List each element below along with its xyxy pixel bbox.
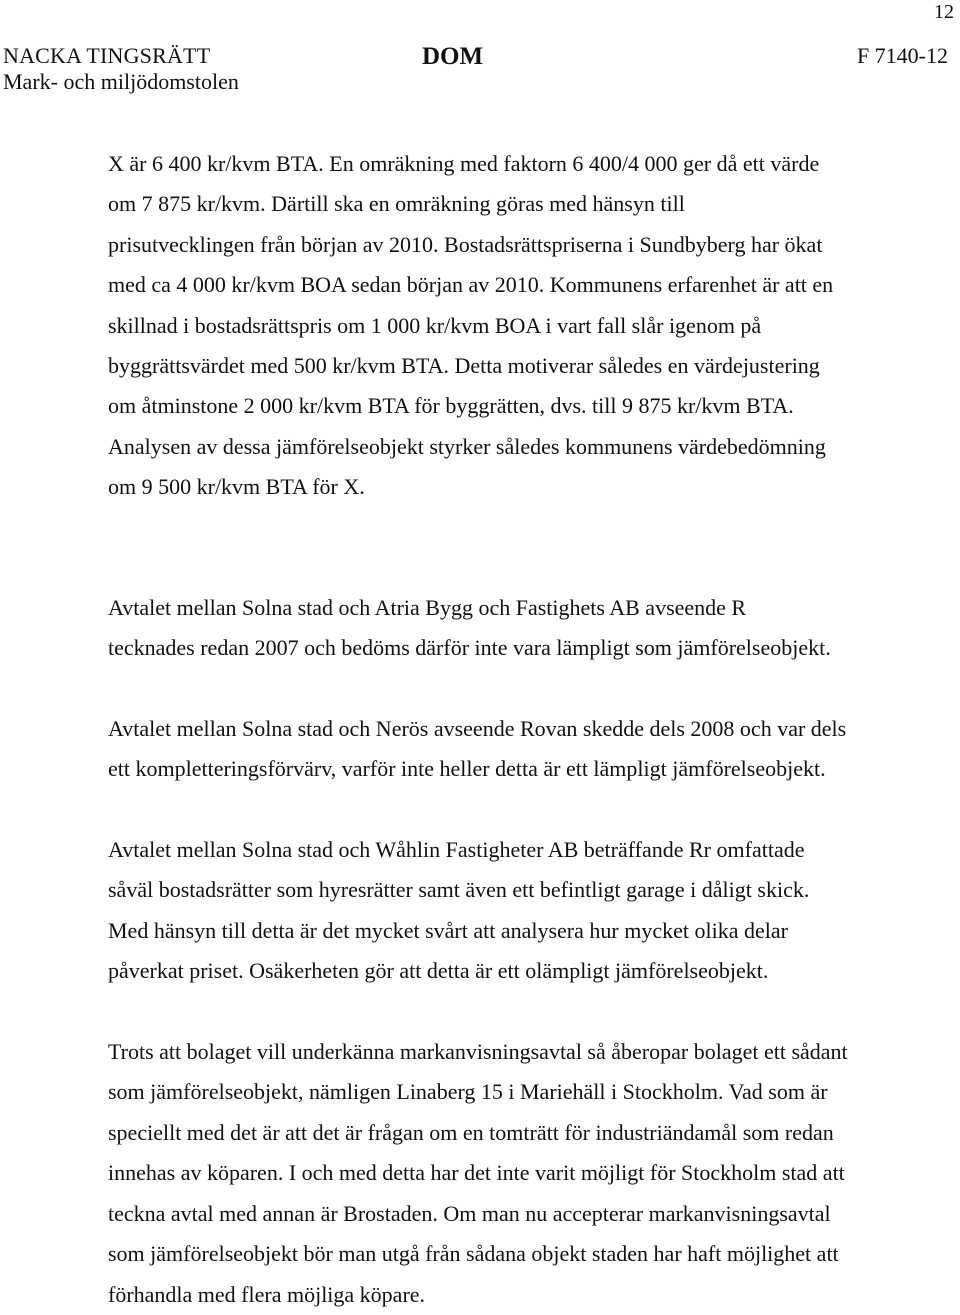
text-line: som jämförelseobjekt bör man utgå från sådana objekt staden har haft möjlighet att bbox=[108, 1241, 839, 1267]
text-line: ett kompletteringsförvärv, varför inte heller detta är ett lämpligt jämförelseobjekt. bbox=[108, 756, 826, 782]
text-line: förhandla med flera möjliga köpare. bbox=[108, 1281, 426, 1307]
text-line: påverkat priset. Osäkerheten gör att detta är ett olämpligt jämförelseobjekt. bbox=[108, 958, 769, 984]
text-line: skillnad i bostadsrättspris om 1 000 kr/kvm BOA i vart fall slår igenom på bbox=[108, 312, 762, 338]
text-line: om åtminstone 2 000 kr/kvm BTA för byggrätten, dvs. till 9 875 kr/kvm BTA. bbox=[108, 393, 794, 419]
text-line: byggrättsvärdet med 500 kr/kvm BTA. Detta motiverar således en värdejustering bbox=[108, 353, 820, 379]
text-line: Avtalet mellan Solna stad och Wåhlin Fastigheter AB beträffande Rr omfattade bbox=[108, 837, 805, 863]
paragraph bbox=[108, 1032, 908, 1315]
text-line: speciellt med det är att det är frågan om en tomträtt för industriändamål som redan bbox=[108, 1119, 834, 1145]
text-line: om 7 875 kr/kvm. Därtill ska en omräkning göras med hänsyn till bbox=[108, 191, 685, 217]
text-line: innehas av köparen. I och med detta har det inte varit möjligt för Stockholm stad att bbox=[108, 1160, 845, 1186]
text-line: X är 6 400 kr/kvm BTA. En omräkning med faktorn 6 400/4 000 ger då ett värde bbox=[108, 151, 820, 176]
text-line: teckna avtal med annan är Brostaden. Om man nu accepterar markanvisningsavtal bbox=[108, 1200, 831, 1226]
court-division: Mark- och miljödomstolen bbox=[3, 69, 239, 94]
page-number: 12 bbox=[934, 1, 954, 23]
document-header bbox=[0, 42, 960, 102]
text-line: tecknades redan 2007 och bedöms därför inte vara lämpligt som jämförelseobjekt. bbox=[108, 635, 831, 661]
paragraph bbox=[108, 709, 908, 790]
text-line: Avtalet mellan Solna stad och Nerös avseende Rovan skedde dels 2008 och var dels bbox=[108, 715, 847, 741]
text-line: Analysen av dessa jämförelseobjekt styrker således kommunens värdebedömning bbox=[108, 433, 826, 459]
text-line: Med hänsyn till detta är det mycket svårt att analysera hur mycket olika delar bbox=[108, 917, 788, 943]
text-line: som jämförelseobjekt, nämligen Linaberg 15 i Mariehäll i Stockholm. Vad som är bbox=[108, 1079, 828, 1105]
case-number: F 7140-12 bbox=[856, 43, 948, 68]
text-line: såväl bostadsrätter som hyresrätter samt även ett befintligt garage i dåligt skick. bbox=[108, 877, 810, 903]
text-line: med ca 4 000 kr/kvm BOA sedan början av 2010. Kommunens erfarenhet är att en bbox=[108, 272, 834, 298]
text-line: prisutvecklingen från början av 2010. Bostadsrättspriserna i Sundbyberg har ökat bbox=[108, 231, 823, 257]
paragraph bbox=[108, 588, 908, 669]
text-line: om 9 500 kr/kvm BTA för X. bbox=[108, 474, 365, 500]
text-line: Avtalet mellan Solna stad och Atria Bygg och Fastighets AB avseende R bbox=[108, 594, 747, 620]
paragraph bbox=[108, 830, 908, 992]
document-type: DOM bbox=[422, 43, 484, 70]
paragraph bbox=[108, 144, 908, 508]
text-line: Trots att bolaget vill underkänna markanvisningsavtal så åberopar bolaget ett sådant bbox=[108, 1039, 848, 1065]
court-name: NACKA TINGSRÄTT bbox=[3, 43, 211, 68]
document-body bbox=[108, 144, 908, 1315]
